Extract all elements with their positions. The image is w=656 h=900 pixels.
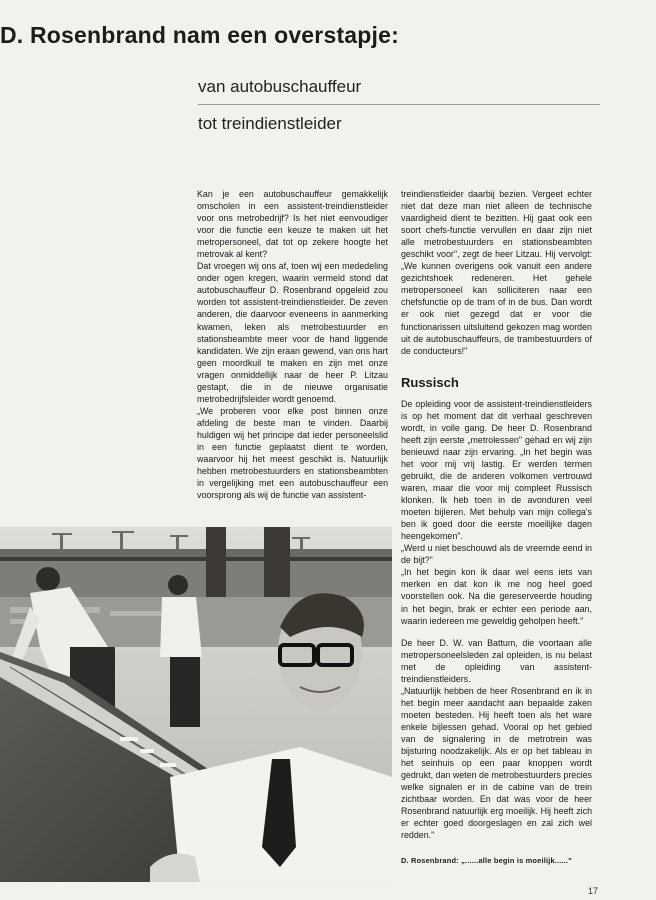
control-room-photo [0, 527, 392, 882]
article-column-right [401, 188, 592, 867]
paragraph: „Natuurlijk hebben de heer Rosenbrand en ik in het begin meer aandacht aan bepaalde zaken moeten besteden. Hij heeft toen als het ware enkele bijlessen gehad. Vooral op het gebied van de signalering in de metrotrein was bijsturing noodzakelijk. Als er op het tableau in het seinhuis op een paar knoppen wordt gedrukt, dan weten de metrobestuurders precies welke signalen er in de cabine van de trein zichtbaar worden. En dat was voor de heer Rosenbrand natuurlijk erg moeilijk. Hij heeft zich er echter goed doorgeslagen en zal zich wel redden." [401, 685, 592, 841]
paragraph: „In het begin kon ik daar wel eens iets van merken en dat kon ik me nog heel goed voorstellen ook. Na die gereserveerde houding in het begin, brak er echter een periode aan, waarin iedereen me geweldig geholpen heeft." [401, 567, 592, 626]
article-column-left [197, 188, 388, 501]
paragraph: „We proberen voor elke post binnen onze afdeling de beste man te vinden. Daarbij huldigen wij het principe dat ieder personeelslid in een functie geplaatst dient te worden, waarvoor hij het meest geschikt is. Natuurlijk hebben metrobestuurders en stationsbeambten in vergelijking met een autobuschauffeur een voorsprong als wij de functie van assistent- [197, 405, 388, 501]
article-subtitle-line-2: tot treindienstleider [198, 114, 342, 133]
paragraph: „Werd u niet beschouwd als de vreemde eend in de bijt?" [401, 543, 592, 566]
photo-illustration [0, 527, 392, 882]
paragraph: Kan je een autobuschauffeur gemakkelijk omscholen in een assistent-treindienstleider voor ons metrobedrijf? Is het niet eenvoudiger voor die functie een keuze te maken uit het metropersoneel, dat tot op zekere hoogte het metrovak al kent? [197, 189, 388, 260]
photo-caption: D. Rosenbrand: „......alle begin is moeilijk......" [401, 856, 572, 866]
paragraph: De heer D. W. van Battum, die voortaan alle metropersoneelsleden zal opleiden, is nu belast met de opleiding van assistent-treindienstleiders. [401, 637, 592, 684]
subtitle-divider [198, 104, 600, 105]
paragraph: treindienstleider daarbij bezien. Vergeet echter niet dat deze man niet alleen de technische vaardigheid dient te bezitten. Hij gaat ook een soort chefs-functie vervullen en daar zijn niet alle metrobestuurders en stationsbeambten geschikt voor", zegt de heer Litzau. Hij vervolgt: „We kunnen overigens ook vanuit een andere gezichtshoek redeneren. Het gehele metropersoneel kan solliciteren naar een chefsfunctie op de tram of in de bus. Dan wordt er ook niet gezegd dat er voor die functionarissen uitsluitend gekozen mag worden uit de autobuschauffeurs, de trambestuurders of de conducteurs!" [401, 189, 592, 356]
article-headline: D. Rosenbrand nam een overstapje: [0, 22, 399, 48]
article-subtitle-line-1: van autobuschauffeur [198, 77, 362, 96]
page-number: 17 [588, 886, 599, 896]
paragraph: Dat vroegen wij ons af, toen wij een mededeling onder ogen kregen, waarin vermeld stond dat autobuschauffeur D. Rosenbrand opgeleid zou worden tot assistent-treindienstleider. De zeven anderen, die daarvoor eveneens in aanmerking kwamen, leken als metrobestuurder en stationsbeambte meer voor de hand liggende kandidaten. We zijn eraan gewend, van ons hart geen moordkuil te maken en zijn met onze vragen onmiddellijk naar de heer P. Litzau gestapt, die in de nieuwe organisatie metrobedrijfsleider wordt genoemd. [197, 261, 388, 404]
paragraph: De opleiding voor de assistent-treindienstleiders is op het moment dat dit verhaal geschreven wordt, in volle gang. De heer D. Rosenbrand heeft zijn eerste „metrolessen" gehad en wij zijn benieuwd naar zijn ervaring. „In het begin was het voor mij vrij lastig. Er werden termen gebruikt, die de anderen volkomen vertrouwd waren, maar die voor mij compleet Russisch klonken. Ik heb toen in de avonduren veel moeten bijleren. Met behulp van mijn collega's ben ik goed door die eerste moeilijke dagen heengekomen". [401, 398, 592, 542]
section-heading: Russisch [401, 374, 459, 390]
